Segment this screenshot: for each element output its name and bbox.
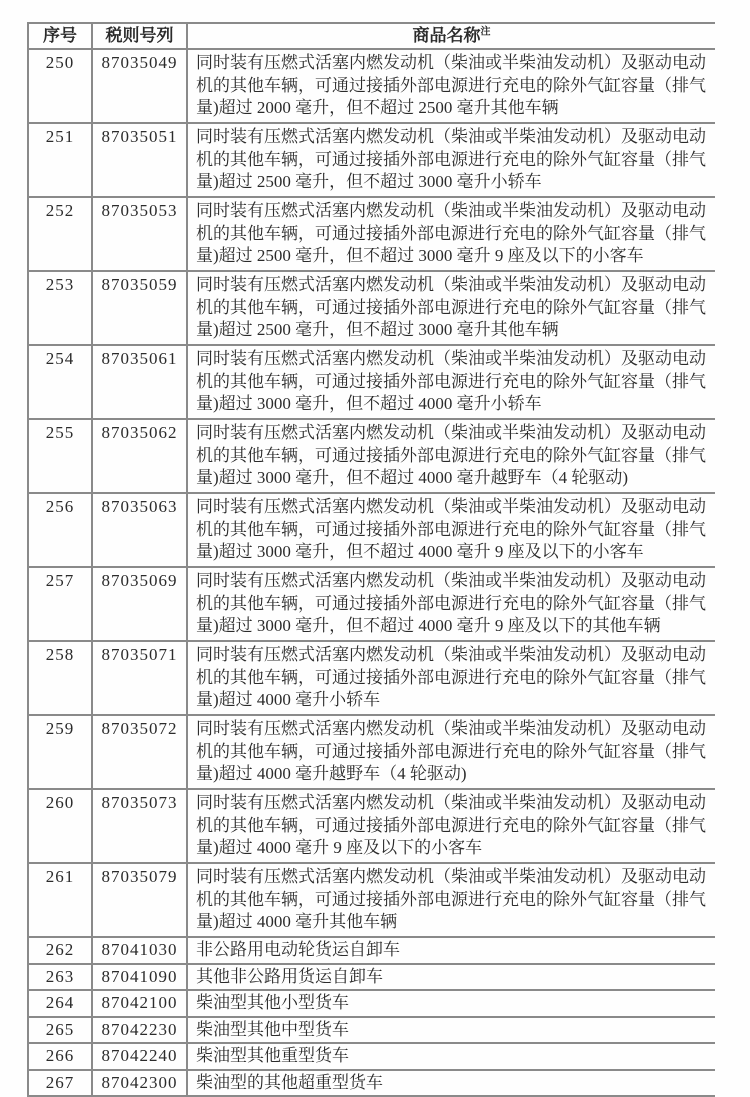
tariff-table <box>27 22 715 1097</box>
table-row <box>28 123 715 197</box>
table-body <box>28 49 715 1096</box>
tariff-code-cell: 87035051 <box>92 123 187 197</box>
table-row <box>28 493 715 567</box>
table-row <box>28 1043 715 1070</box>
tariff-code-cell: 87042300 <box>92 1070 187 1097</box>
serial-number-cell: 259 <box>28 715 92 789</box>
serial-number-cell: 261 <box>28 863 92 937</box>
tariff-code-cell: 87035049 <box>92 49 187 123</box>
tariff-code-cell: 87035059 <box>92 271 187 345</box>
serial-number-cell: 253 <box>28 271 92 345</box>
product-name-cell: 柴油型的其他超重型货车 <box>187 1070 715 1097</box>
header-product-name <box>187 23 715 49</box>
product-name-cell: 同时装有压燃式活塞内燃发动机（柴油或半柴油发动机）及驱动电动机的其他车辆，可通过接插外部电源进行充电的除外气缸容量（排气量)超过 4000 毫升小轿车 <box>187 641 715 715</box>
table-row <box>28 271 715 345</box>
product-name-cell: 同时装有压燃式活塞内燃发动机（柴油或半柴油发动机）及驱动电动机的其他车辆，可通过接插外部电源进行充电的除外气缸容量（排气量)超过 2500 毫升，但不超过 3000 毫升 9 座及以下的小客车 <box>187 197 715 271</box>
table-row <box>28 715 715 789</box>
serial-number-cell: 265 <box>28 1017 92 1044</box>
header-row <box>28 23 715 49</box>
serial-number-cell: 258 <box>28 641 92 715</box>
product-name-cell: 同时装有压燃式活塞内燃发动机（柴油或半柴油发动机）及驱动电动机的其他车辆，可通过接插外部电源进行充电的除外气缸容量（排气量)超过 3000 毫升，但不超过 4000 毫升 9 座及以下的其他车辆 <box>187 567 715 641</box>
product-name-cell: 柴油型其他小型货车 <box>187 990 715 1017</box>
table-row <box>28 863 715 937</box>
header-product-name-text: 商品名称 <box>412 25 481 45</box>
table-row <box>28 419 715 493</box>
tariff-code-cell: 87035073 <box>92 789 187 863</box>
tariff-code-cell: 87035072 <box>92 715 187 789</box>
serial-number-cell: 256 <box>28 493 92 567</box>
product-name-cell: 其他非公路用货运自卸车 <box>187 964 715 991</box>
product-name-cell: 柴油型其他重型货车 <box>187 1043 715 1070</box>
tariff-code-cell: 87041030 <box>92 937 187 964</box>
tariff-code-cell: 87042240 <box>92 1043 187 1070</box>
tariff-code-cell: 87042230 <box>92 1017 187 1044</box>
table-row <box>28 990 715 1017</box>
table-row <box>28 49 715 123</box>
header-note-superscript: 注 <box>480 26 491 38</box>
serial-number-cell: 255 <box>28 419 92 493</box>
tariff-code-cell: 87035063 <box>92 493 187 567</box>
serial-number-cell: 263 <box>28 964 92 991</box>
product-name-cell: 同时装有压燃式活塞内燃发动机（柴油或半柴油发动机）及驱动电动机的其他车辆，可通过接插外部电源进行充电的除外气缸容量（排气量)超过 3000 毫升，但不超过 4000 毫升越野车（4 轮驱动) <box>187 419 715 493</box>
table-row <box>28 567 715 641</box>
table-row <box>28 197 715 271</box>
tariff-code-cell: 87041090 <box>92 964 187 991</box>
tariff-code-cell: 87035079 <box>92 863 187 937</box>
product-name-cell: 柴油型其他中型货车 <box>187 1017 715 1044</box>
table-row <box>28 641 715 715</box>
serial-number-cell: 262 <box>28 937 92 964</box>
serial-number-cell: 250 <box>28 49 92 123</box>
header-tariff-code: 税则号列 <box>92 23 187 49</box>
table-row <box>28 1017 715 1044</box>
product-name-cell: 同时装有压燃式活塞内燃发动机（柴油或半柴油发动机）及驱动电动机的其他车辆，可通过接插外部电源进行充电的除外气缸容量（排气量)超过 2500 毫升，但不超过 3000 毫升其他车辆 <box>187 271 715 345</box>
serial-number-cell: 251 <box>28 123 92 197</box>
header-serial-number: 序号 <box>28 23 92 49</box>
tariff-code-cell: 87035053 <box>92 197 187 271</box>
tariff-code-cell: 87035062 <box>92 419 187 493</box>
serial-number-cell: 264 <box>28 990 92 1017</box>
product-name-cell: 同时装有压燃式活塞内燃发动机（柴油或半柴油发动机）及驱动电动机的其他车辆，可通过接插外部电源进行充电的除外气缸容量（排气量)超过 4000 毫升 9 座及以下的小客车 <box>187 789 715 863</box>
serial-number-cell: 252 <box>28 197 92 271</box>
serial-number-cell: 267 <box>28 1070 92 1097</box>
product-name-cell: 同时装有压燃式活塞内燃发动机（柴油或半柴油发动机）及驱动电动机的其他车辆，可通过接插外部电源进行充电的除外气缸容量（排气量)超过 3000 毫升，但不超过 4000 毫升小轿车 <box>187 345 715 419</box>
table-row <box>28 1070 715 1097</box>
serial-number-cell: 260 <box>28 789 92 863</box>
product-name-cell: 同时装有压燃式活塞内燃发动机（柴油或半柴油发动机）及驱动电动机的其他车辆，可通过接插外部电源进行充电的除外气缸容量（排气量)超过 4000 毫升越野车（4 轮驱动) <box>187 715 715 789</box>
serial-number-cell: 254 <box>28 345 92 419</box>
table-row <box>28 937 715 964</box>
serial-number-cell: 266 <box>28 1043 92 1070</box>
table-row <box>28 964 715 991</box>
tariff-code-cell: 87035061 <box>92 345 187 419</box>
table-row <box>28 789 715 863</box>
table-row <box>28 345 715 419</box>
product-name-cell: 同时装有压燃式活塞内燃发动机（柴油或半柴油发动机）及驱动电动机的其他车辆，可通过接插外部电源进行充电的除外气缸容量（排气量)超过 2000 毫升，但不超过 2500 毫升其他车辆 <box>187 49 715 123</box>
tariff-code-cell: 87035071 <box>92 641 187 715</box>
product-name-cell: 同时装有压燃式活塞内燃发动机（柴油或半柴油发动机）及驱动电动机的其他车辆，可通过接插外部电源进行充电的除外气缸容量（排气量)超过 3000 毫升，但不超过 4000 毫升 9 座及以下的小客车 <box>187 493 715 567</box>
tariff-code-cell: 87035069 <box>92 567 187 641</box>
product-name-cell: 同时装有压燃式活塞内燃发动机（柴油或半柴油发动机）及驱动电动机的其他车辆，可通过接插外部电源进行充电的除外气缸容量（排气量)超过 4000 毫升其他车辆 <box>187 863 715 937</box>
tariff-code-cell: 87042100 <box>92 990 187 1017</box>
product-name-cell: 同时装有压燃式活塞内燃发动机（柴油或半柴油发动机）及驱动电动机的其他车辆，可通过接插外部电源进行充电的除外气缸容量（排气量)超过 2500 毫升，但不超过 3000 毫升小轿车 <box>187 123 715 197</box>
product-name-cell: 非公路用电动轮货运自卸车 <box>187 937 715 964</box>
serial-number-cell: 257 <box>28 567 92 641</box>
